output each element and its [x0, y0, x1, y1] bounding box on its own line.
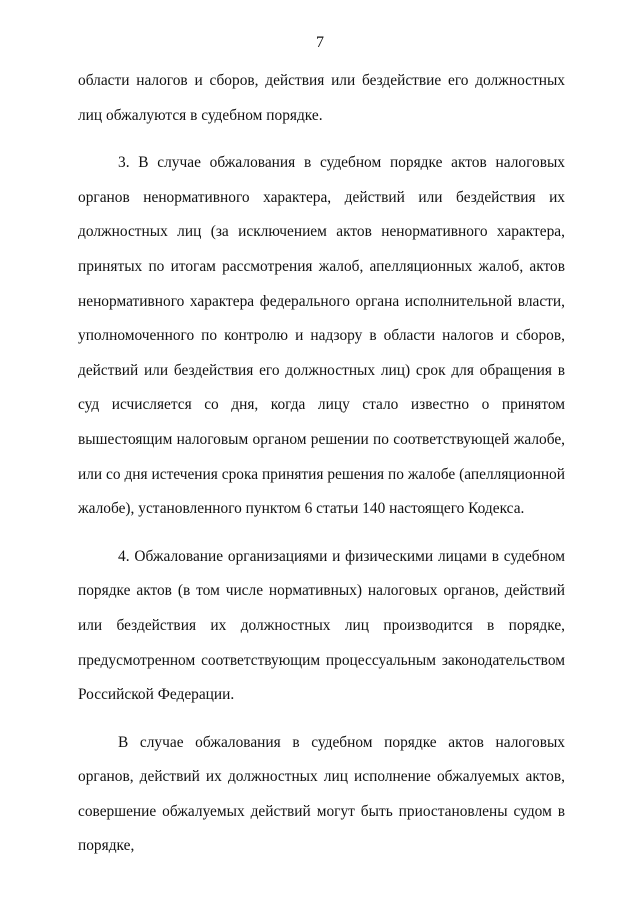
paragraph-suspension: В случае обжалования в судебном порядке актов налоговых органов, действий их должностных лиц исполнение обжалуемых актов, совершение обжалуемых действий могут быть приостановлены судом в порядке,: [78, 733, 565, 855]
document-body: [78, 64, 565, 864]
paragraph-item-4: 4. Обжалование организациями и физическими лицами в судебном порядке актов (в том числе нормативных) налоговых органов, действий или бездействия их должностных лиц производится в порядке, предусмотренном соответствующим процессуальным законодательством Российской Федерации.: [78, 547, 565, 704]
paragraph-continuation: области налогов и сборов, действия или бездействие его должностных лиц обжалуются в судебном порядке.: [78, 72, 565, 124]
paragraph-item-3: 3. В случае обжалования в судебном порядке актов налоговых органов ненормативного характера, действий или бездействия их должностных лиц (за исключением актов ненормативного характера, принятых по итогам рассмотрения жалоб, апелляционных жалоб, актов ненормативного характера федерального органа исполнительной власти, уполномоченного по контролю и надзору в области налогов и сборов, действий или бездействия его должностных лиц) срок для обращения в суд исчисляется со дня, когда лицу стало известно о принятом вышестоящим налоговым органом решении по соответствующей жалобе, или со дня истечения срока принятия решения по жалобе (апелляционной жалобе), установленного пунктом 6 статьи 140 настоящего Кодекса.: [78, 154, 565, 518]
page-number: 7: [316, 34, 324, 51]
